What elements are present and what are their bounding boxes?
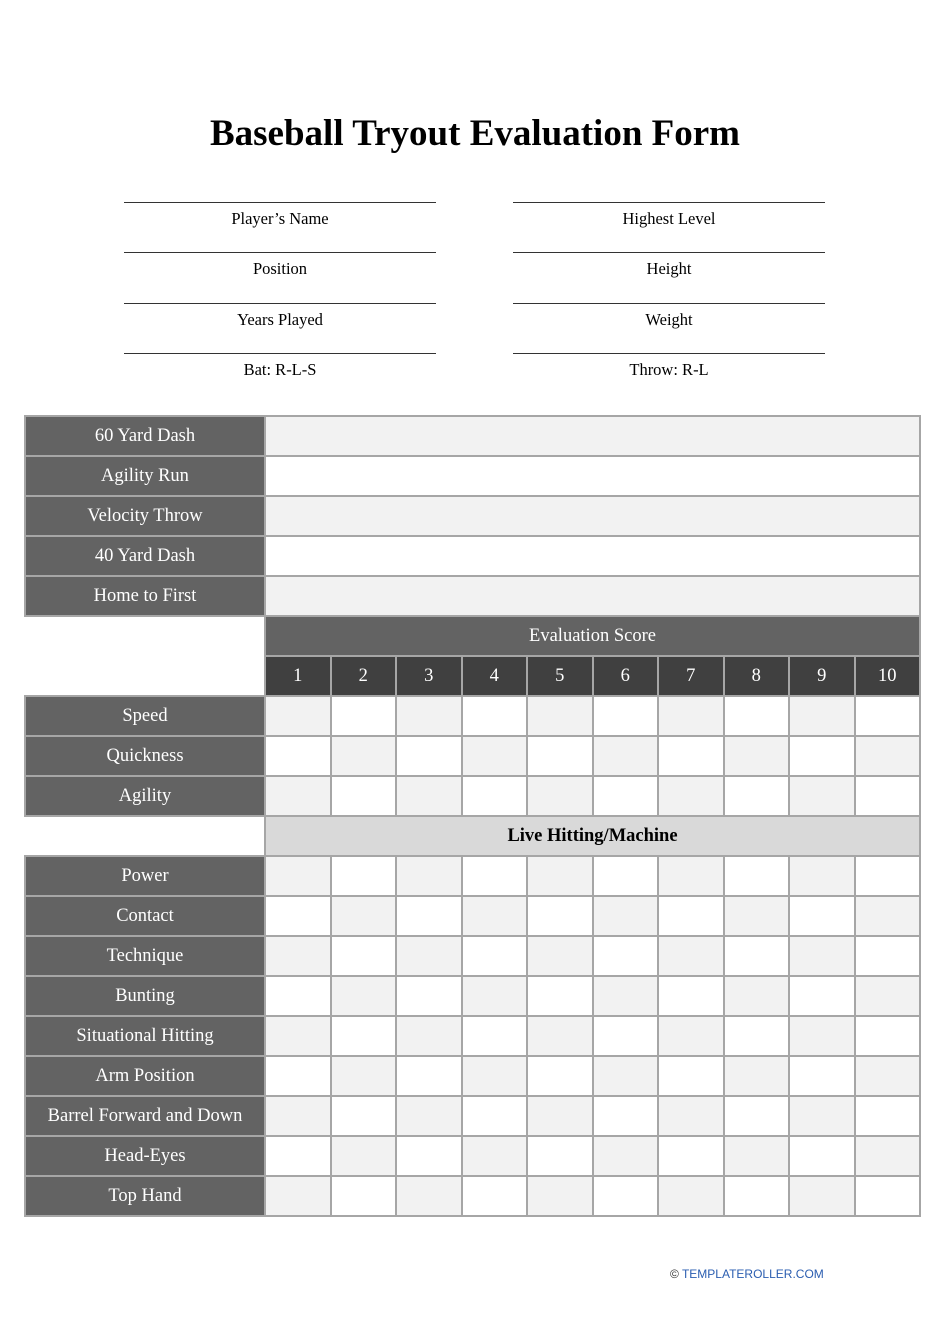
score-cell[interactable] <box>724 1056 790 1096</box>
score-header-5: 5 <box>527 656 593 696</box>
height-label: Height <box>646 259 692 278</box>
score-header-7: 7 <box>658 656 724 696</box>
score-cell[interactable] <box>527 1016 593 1056</box>
score-cell[interactable] <box>265 1056 331 1096</box>
years-played-field[interactable] <box>124 303 436 330</box>
score-cell[interactable] <box>527 976 593 1016</box>
score-cell[interactable] <box>855 1016 921 1056</box>
evaluation-score-header-row <box>25 616 920 656</box>
score-cell[interactable] <box>331 776 397 816</box>
hitting-skill-label-bunting: Bunting <box>25 976 265 1016</box>
score-header-1: 1 <box>265 656 331 696</box>
hitting-skill-label-barrel-forward-and-down: Barrel Forward and Down <box>25 1096 265 1136</box>
score-cell[interactable] <box>331 976 397 1016</box>
score-cell[interactable] <box>658 736 724 776</box>
hitting-skill-label-technique: Technique <box>25 936 265 976</box>
skill-row <box>25 776 920 816</box>
score-header-2: 2 <box>331 656 397 696</box>
score-cell[interactable] <box>462 896 528 936</box>
score-cell[interactable] <box>658 896 724 936</box>
score-cell[interactable] <box>724 1096 790 1136</box>
score-cell[interactable] <box>462 936 528 976</box>
live-hitting-header: Live Hitting/Machine <box>265 816 920 856</box>
throw-label: Throw: R-L <box>629 360 709 379</box>
score-cell[interactable] <box>658 976 724 1016</box>
score-cell[interactable] <box>724 896 790 936</box>
position-field[interactable] <box>124 252 436 279</box>
footer <box>670 1267 824 1281</box>
score-cell[interactable] <box>527 1136 593 1176</box>
players-name-field[interactable] <box>124 202 436 229</box>
score-cell[interactable] <box>265 976 331 1016</box>
highest-level-label: Highest Level <box>622 209 716 228</box>
score-header-3: 3 <box>396 656 462 696</box>
timed-test-label-40-yard-dash: 40 Yard Dash <box>25 536 265 576</box>
bat-line[interactable] <box>124 353 436 354</box>
score-cell[interactable] <box>593 736 659 776</box>
score-cell[interactable] <box>855 696 921 736</box>
years-played-line[interactable] <box>124 303 436 304</box>
score-cell[interactable] <box>462 736 528 776</box>
timed-test-row <box>25 496 920 536</box>
score-cell[interactable] <box>724 936 790 976</box>
position-label: Position <box>252 259 308 278</box>
score-cell[interactable] <box>396 736 462 776</box>
score-cell[interactable] <box>593 856 659 896</box>
score-cell[interactable] <box>724 1176 790 1216</box>
hitting-skill-label-contact: Contact <box>25 896 265 936</box>
timed-test-row <box>25 456 920 496</box>
score-cell[interactable] <box>855 776 921 816</box>
score-cell[interactable] <box>331 1176 397 1216</box>
score-cell[interactable] <box>396 1096 462 1136</box>
position-line[interactable] <box>124 252 436 253</box>
score-cell[interactable] <box>724 696 790 736</box>
score-cell[interactable] <box>396 1136 462 1176</box>
score-cell[interactable] <box>331 1136 397 1176</box>
score-cell[interactable] <box>265 936 331 976</box>
score-cell[interactable] <box>527 696 593 736</box>
bat-label: Bat: R-L-S <box>243 360 317 379</box>
score-cell[interactable] <box>855 1096 921 1136</box>
score-cell[interactable] <box>855 976 921 1016</box>
timed-test-row <box>25 576 920 616</box>
score-cell[interactable] <box>658 856 724 896</box>
timed-test-result-60-yard-dash[interactable] <box>265 416 920 456</box>
highest-level-field[interactable] <box>513 202 825 229</box>
score-cell[interactable] <box>593 1056 659 1096</box>
score-cell[interactable] <box>265 896 331 936</box>
weight-label: Weight <box>645 310 693 329</box>
score-cell[interactable] <box>724 776 790 816</box>
score-cell[interactable] <box>593 1096 659 1136</box>
skill-row <box>25 1056 920 1096</box>
score-cell[interactable] <box>789 1176 855 1216</box>
skill-row <box>25 936 920 976</box>
hitting-skill-label-arm-position: Arm Position <box>25 1056 265 1096</box>
score-cell[interactable] <box>658 1136 724 1176</box>
score-cell[interactable] <box>331 736 397 776</box>
score-cell[interactable] <box>462 696 528 736</box>
score-cell[interactable] <box>789 896 855 936</box>
score-cell[interactable] <box>331 1096 397 1136</box>
score-cell[interactable] <box>658 696 724 736</box>
skill-label-speed: Speed <box>25 696 265 736</box>
score-cell[interactable] <box>396 1016 462 1056</box>
skill-label-quickness: Quickness <box>25 736 265 776</box>
score-cell[interactable] <box>855 736 921 776</box>
players-name-line[interactable] <box>124 202 436 203</box>
score-cell[interactable] <box>462 976 528 1016</box>
score-cell[interactable] <box>462 1096 528 1136</box>
score-cell[interactable] <box>462 1016 528 1056</box>
score-cell[interactable] <box>593 1136 659 1176</box>
skill-row <box>25 1096 920 1136</box>
score-cell[interactable] <box>855 856 921 896</box>
score-cell[interactable] <box>724 1016 790 1056</box>
timed-test-row <box>25 416 920 456</box>
score-cell[interactable] <box>724 856 790 896</box>
live-hitting-header-row <box>25 816 920 856</box>
header-spacer <box>25 616 265 656</box>
throw-field[interactable] <box>513 353 825 380</box>
evaluation-score-header: Evaluation Score <box>265 616 920 656</box>
skill-row <box>25 976 920 1016</box>
score-header-9: 9 <box>789 656 855 696</box>
timed-test-result-home-to-first[interactable] <box>265 576 920 616</box>
score-header-6: 6 <box>593 656 659 696</box>
copyright-symbol: © <box>670 1267 679 1281</box>
score-cell[interactable] <box>462 776 528 816</box>
score-cell[interactable] <box>789 1096 855 1136</box>
score-cell[interactable] <box>396 776 462 816</box>
score-numbers-row <box>25 656 920 696</box>
score-cell[interactable] <box>462 856 528 896</box>
timed-test-result-agility-run[interactable] <box>265 456 920 496</box>
score-cell[interactable] <box>789 1016 855 1056</box>
score-cell[interactable] <box>331 1016 397 1056</box>
brand-link[interactable]: TEMPLATEROLLER.COM <box>681 1267 824 1281</box>
score-cell[interactable] <box>789 1136 855 1176</box>
score-cell[interactable] <box>527 936 593 976</box>
score-cell[interactable] <box>462 1056 528 1096</box>
score-cell[interactable] <box>265 1016 331 1056</box>
skill-label-agility: Agility <box>25 776 265 816</box>
score-cell[interactable] <box>527 736 593 776</box>
skill-row <box>25 1016 920 1056</box>
hitting-skill-label-head-eyes: Head-Eyes <box>25 1136 265 1176</box>
skill-row <box>25 1176 920 1216</box>
skill-row <box>25 1136 920 1176</box>
score-cell[interactable] <box>658 1016 724 1056</box>
score-header-10: 10 <box>855 656 921 696</box>
skill-row <box>25 856 920 896</box>
score-cell[interactable] <box>396 696 462 736</box>
score-cell[interactable] <box>527 1176 593 1216</box>
score-cell[interactable] <box>331 856 397 896</box>
players-name-label: Player’s Name <box>231 209 329 228</box>
score-cell[interactable] <box>593 1016 659 1056</box>
evaluation-table <box>24 415 921 1217</box>
score-cell[interactable] <box>396 1176 462 1216</box>
form-title: Baseball Tryout Evaluation Form <box>209 113 741 154</box>
score-cell[interactable] <box>527 1096 593 1136</box>
score-cell[interactable] <box>855 896 921 936</box>
score-cell[interactable] <box>396 976 462 1016</box>
score-cell[interactable] <box>527 776 593 816</box>
score-cell[interactable] <box>658 1176 724 1216</box>
weight-line[interactable] <box>513 303 825 304</box>
score-cell[interactable] <box>265 1096 331 1136</box>
score-cell[interactable] <box>658 1096 724 1136</box>
score-cell[interactable] <box>724 976 790 1016</box>
timed-test-result-velocity-throw[interactable] <box>265 496 920 536</box>
score-cell[interactable] <box>789 856 855 896</box>
score-cell[interactable] <box>331 936 397 976</box>
score-cell[interactable] <box>724 1136 790 1176</box>
score-cell[interactable] <box>265 1176 331 1216</box>
score-cell[interactable] <box>462 1176 528 1216</box>
score-cell[interactable] <box>789 736 855 776</box>
bat-field[interactable] <box>124 353 436 380</box>
hitting-skill-label-power: Power <box>25 856 265 896</box>
timed-test-row <box>25 536 920 576</box>
score-cell[interactable] <box>593 896 659 936</box>
timed-test-label-velocity-throw: Velocity Throw <box>25 496 265 536</box>
score-cell[interactable] <box>527 856 593 896</box>
timed-test-label-agility-run: Agility Run <box>25 456 265 496</box>
score-cell[interactable] <box>593 976 659 1016</box>
skill-row <box>25 896 920 936</box>
score-cell[interactable] <box>527 1056 593 1096</box>
skill-row <box>25 696 920 736</box>
score-cell[interactable] <box>658 936 724 976</box>
highest-level-line[interactable] <box>513 202 825 203</box>
score-cell[interactable] <box>855 936 921 976</box>
score-cell[interactable] <box>593 776 659 816</box>
score-cell[interactable] <box>789 1056 855 1096</box>
score-cell[interactable] <box>265 776 331 816</box>
hitting-skill-label-top-hand: Top Hand <box>25 1176 265 1216</box>
score-cell[interactable] <box>331 696 397 736</box>
skill-row <box>25 736 920 776</box>
score-cell[interactable] <box>396 856 462 896</box>
throw-line[interactable] <box>513 353 825 354</box>
score-header-8: 8 <box>724 656 790 696</box>
score-cell[interactable] <box>789 696 855 736</box>
score-cell[interactable] <box>396 1056 462 1096</box>
height-field[interactable] <box>513 252 825 279</box>
score-cell[interactable] <box>855 1176 921 1216</box>
score-cell[interactable] <box>265 1136 331 1176</box>
hitting-skill-label-situational-hitting: Situational Hitting <box>25 1016 265 1056</box>
score-cell[interactable] <box>331 1056 397 1096</box>
years-played-label: Years Played <box>237 310 323 329</box>
timed-test-result-40-yard-dash[interactable] <box>265 536 920 576</box>
score-cell[interactable] <box>593 936 659 976</box>
score-cell[interactable] <box>265 856 331 896</box>
header-spacer <box>25 656 265 696</box>
score-cell[interactable] <box>265 736 331 776</box>
score-cell[interactable] <box>265 696 331 736</box>
score-cell[interactable] <box>527 896 593 936</box>
score-cell[interactable] <box>658 1056 724 1096</box>
score-cell[interactable] <box>789 936 855 976</box>
score-cell[interactable] <box>396 896 462 936</box>
height-line[interactable] <box>513 252 825 253</box>
score-cell[interactable] <box>658 776 724 816</box>
score-cell[interactable] <box>396 936 462 976</box>
timed-test-label-60-yard-dash: 60 Yard Dash <box>25 416 265 456</box>
score-cell[interactable] <box>593 1176 659 1216</box>
score-cell[interactable] <box>593 696 659 736</box>
score-cell[interactable] <box>331 896 397 936</box>
score-cell[interactable] <box>462 1136 528 1176</box>
score-cell[interactable] <box>855 1136 921 1176</box>
score-cell[interactable] <box>855 1056 921 1096</box>
timed-test-label-home-to-first: Home to First <box>25 576 265 616</box>
score-cell[interactable] <box>789 976 855 1016</box>
weight-field[interactable] <box>513 303 825 330</box>
score-header-4: 4 <box>462 656 528 696</box>
score-cell[interactable] <box>724 736 790 776</box>
score-cell[interactable] <box>789 776 855 816</box>
header-spacer <box>25 816 265 856</box>
